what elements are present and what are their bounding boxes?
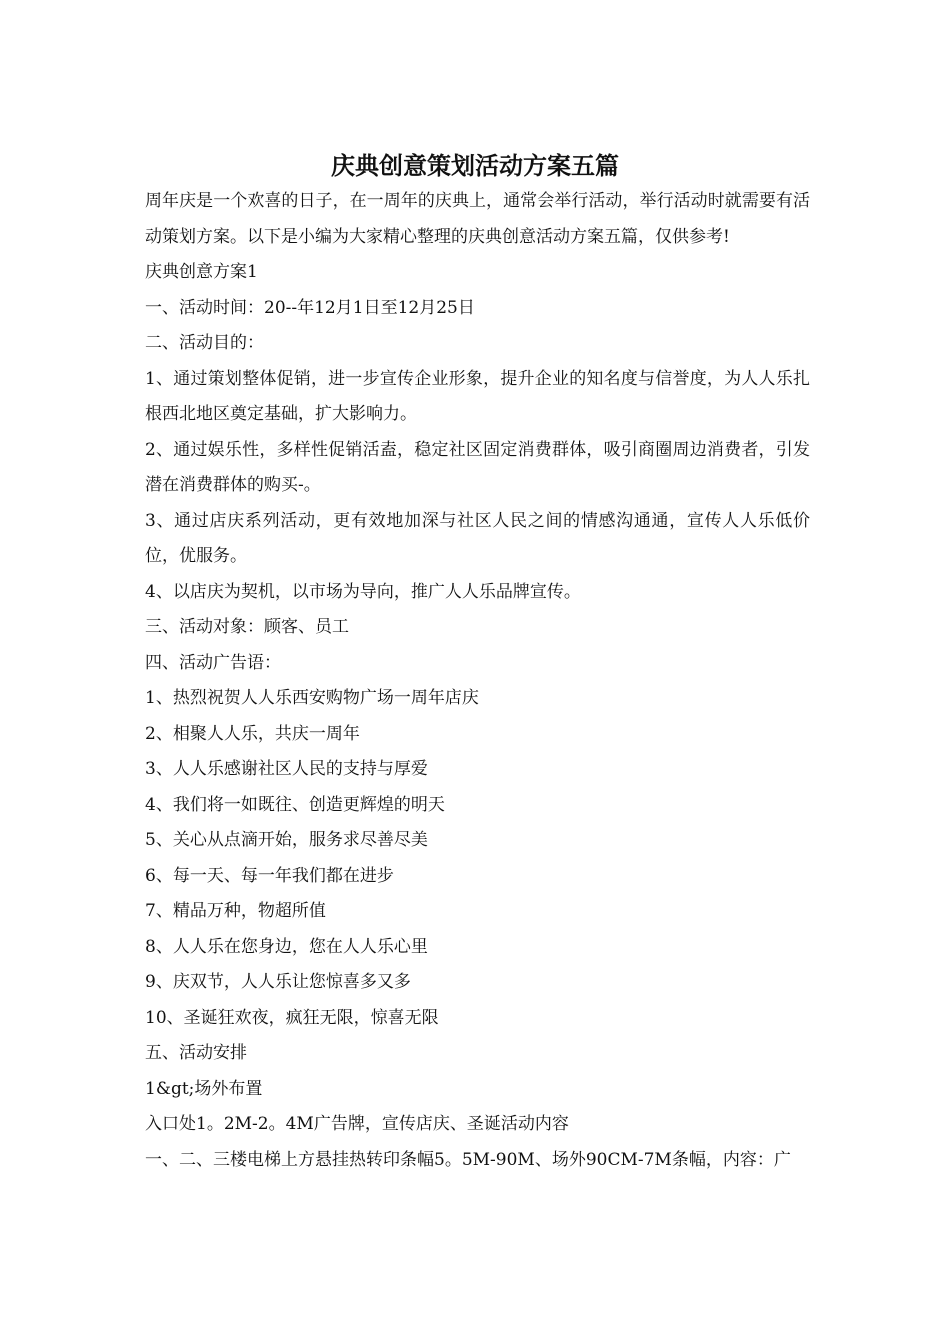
document-title: 庆典创意策划活动方案五篇: [331, 151, 619, 181]
slogan-item-5: 5、关心从点滴开始，服务求尽善尽美: [145, 830, 428, 850]
section-heading-plan-1: 庆典创意方案1: [145, 262, 258, 282]
arrangement-subheading-outdoor: 1&gt;场外布置: [145, 1078, 263, 1099]
intro-paragraph: 周年庆是一个欢喜的日子，在一周年的庆典上，通常会举行活动，举行活动时就需要有活动策划方案。以下是小编为大家精心整理的庆典创意活动方案五篇，仅供参考!: [145, 191, 810, 247]
arrangement-item-entrance: 入口处1。2M-2。4M广告牌，宣传店庆、圣诞活动内容: [145, 1114, 569, 1134]
section-heading-purpose: 二、活动目的：: [145, 333, 264, 353]
slogan-item-7: 7、精品万种，物超所值: [145, 901, 326, 921]
slogan-item-9: 9、庆双节，人人乐让您惊喜多又多: [145, 972, 411, 992]
slogan-item-6: 6、每一天、每一年我们都在进步: [145, 865, 394, 886]
purpose-item-4: 4、以店庆为契机，以市场为导向，推广人人乐品牌宣传。: [145, 581, 581, 602]
slogan-item-2: 2、相聚人人乐，共庆一周年: [145, 723, 360, 744]
slogan-item-1: 1、热烈祝贺人人乐西安购物广场一周年店庆: [145, 688, 479, 708]
activity-time: 一、活动时间：20--年12月1日至12月25日: [145, 297, 475, 318]
section-heading-arrangement: 五、活动安排: [145, 1043, 247, 1063]
purpose-item-2: 2、通过娱乐性，多样性促销活盍，稳定社区固定消费群体，吸引商圈周边消费者，引发潜在消费群体的购买-。: [145, 439, 810, 495]
slogan-item-8: 8、人人乐在您身边，您在人人乐心里: [145, 936, 428, 957]
arrangement-item-banners: 一、二、三楼电梯上方悬挂热转印条幅5。5M-90M、场外90CM-7M条幅，内容：广: [145, 1149, 791, 1170]
slogan-item-3: 3、人人乐感谢社区人民的支持与厚爱: [145, 759, 428, 779]
slogan-item-10: 10、圣诞狂欢夜，疯狂无限，惊喜无限: [145, 1007, 439, 1028]
slogan-item-4: 4、我们将一如既往、创造更辉煌的明天: [145, 794, 445, 815]
section-heading-slogans: 四、活动广告语：: [145, 652, 281, 673]
purpose-item-3: 3、通过店庆系列活动，更有效地加深与社区人民之间的情感沟通通，宣传人人乐低价位，优服务。: [145, 510, 810, 566]
document-body: [145, 184, 810, 1178]
activity-target: 三、活动对象：顾客、员工: [145, 617, 349, 637]
purpose-item-1: 1、通过策划整体促销，进一步宣传企业形象，提升企业的知名度与信誉度，为人人乐扎根西北地区奠定基础，扩大影响力。: [145, 368, 810, 424]
